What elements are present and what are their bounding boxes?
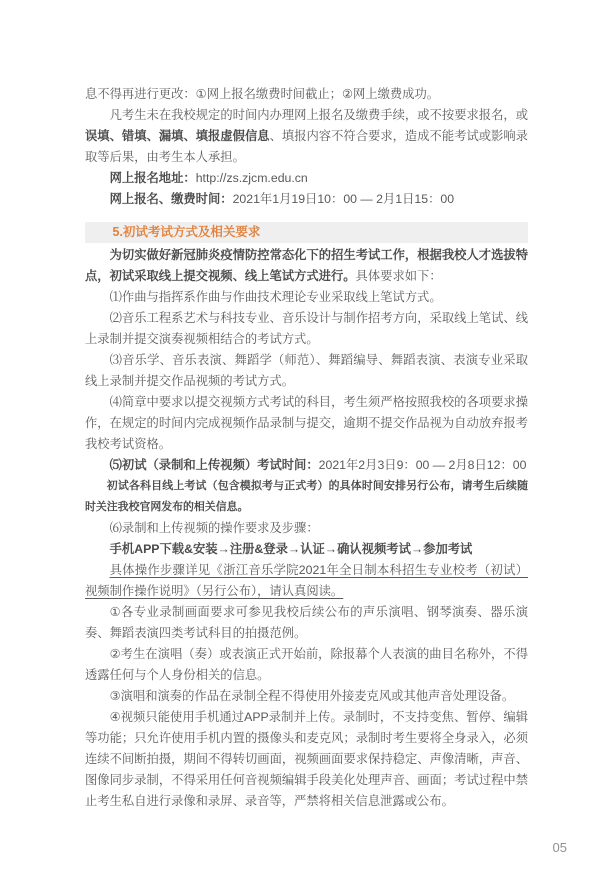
paragraph [85,392,528,455]
text-segment: ①各专业录制画面要求可参见我校后续公布的声乐演唱、钢琴演奏、器乐演奏、舞蹈表演四类考试科目的拍摄范例。 [85,605,528,640]
paragraph [85,84,528,105]
paragraph [85,518,528,539]
text-segment: ⑶音乐学、音乐表演、舞蹈学（师范）、舞蹈编导、舞蹈表演、表演专业采取线上录制并提交作品视频的考试方式。 [85,353,528,388]
text-segment: 为切实做好新冠肺炎疫情防控常态化下的招生考试工作，根据我校人才选拔特点，初试采取线上提交视频、线上笔试方式进行。 [85,248,528,283]
text-segment: 初试各科目线上考试（包含模拟考与正式考）的具体时间安排另行公布，请考生后续随时关注我校官网发布的相关信息。 [85,480,528,513]
paragraph [85,287,528,308]
text-segment: ③演唱和演奏的作品在录制全程不得使用外接麦克风或其他声音处理设备。 [109,689,515,703]
text-column [85,84,528,812]
paragraph [85,189,528,210]
paragraph [85,350,528,392]
paragraph [85,686,528,707]
body-flow [85,245,528,812]
paragraph [85,476,528,518]
text-segment: 具体操作步骤详见《浙江音乐学院2021年全日制本科招生专业校考（初试）视频制作操作说明》（另行公布），请认真阅读。 [85,563,528,598]
page-number: 05 [552,840,567,855]
paragraph [85,168,528,189]
paragraph [85,602,528,644]
text-segment: ④视频只能使用手机通过APP录制并上传。录制时，不支持变焦、暂停、编辑等功能；只允许使用手机内置的摄像头和麦克风；录制时考生要将全身录入，必须连续不间断拍摄，期间不得转切画面，视频画面要求保持稳定、声像清晰，声音、图像同步录制，不得采用任何音视频编辑手段美化处理声音、画面；考试过程中禁止考生私自进行录像和录屏、录音等，严禁将相关信息泄露或公布。 [85,710,528,808]
paragraph [85,539,528,560]
text-segment: ⑵音乐工程系艺术与科技专业、音乐设计与制作招考方向，采取线上笔试、线上录制并提交演奏视频相结合的考试方式。 [85,311,528,346]
paragraph [85,245,528,287]
text-segment: ⑷简章中要求以提交视频方式考试的科目，考生须严格按照我校的各项要求操作，在规定的时间内完成视频作品录制与提交，逾期不提交作品视为自动放弃报考我校考试资格。 [85,395,528,451]
paragraph [85,707,528,812]
paragraph [85,308,528,350]
text-segment: ⑴作曲与指挥系作曲与作曲技术理论专业采取线上笔试方式。 [109,290,442,304]
text-segment: ②考生在演唱（奏）或表演正式开始前，除报幕个人表演的曲目名称外，不得透露任何与个人身份相关的信息。 [85,647,528,682]
app-steps: 手机APP下载&安装→注册&登录→认证→确认视频考试→参加考试 [109,542,473,556]
paragraph [85,105,528,168]
intro-flow [85,84,528,210]
text-segment: 误填、错填、漏填、填报虚假信息 [85,129,270,143]
registration-url: http://zs.zjcm.edu.cn [195,171,308,185]
paragraph [85,644,528,686]
text-segment: 网上报名、缴费时间： [109,192,233,206]
paragraph [85,560,528,602]
text-segment: 息不得再进行更改：①网上报名缴费时间截止；②网上缴费成功。 [85,87,440,101]
registration-time: 2021年1月19日10：00 — 2月1日15：00 [232,192,455,206]
paragraph [85,455,528,476]
text-segment: 、填报内容不符合要求，造成不能考试或影响录取等后果，由考生本人承担。 [85,129,528,164]
text-segment: ⑹录制和上传视频的操作要求及步骤： [109,521,319,535]
text-segment: 具体要求如下： [355,269,442,283]
text-segment: 凡考生未在我校规定的时间内办理网上报名及缴费手续，或不按要求报名，或 [109,108,528,122]
text-segment: 网上报名地址： [109,171,196,185]
preliminary-exam-time: 2021年2月3日9：00 — 2月8日12：00 [318,458,527,472]
section-heading: 5.初试考试方式及相关要求 [85,222,528,243]
text-segment: ⑸初试（录制和上传视频）考试时间： [109,458,319,472]
